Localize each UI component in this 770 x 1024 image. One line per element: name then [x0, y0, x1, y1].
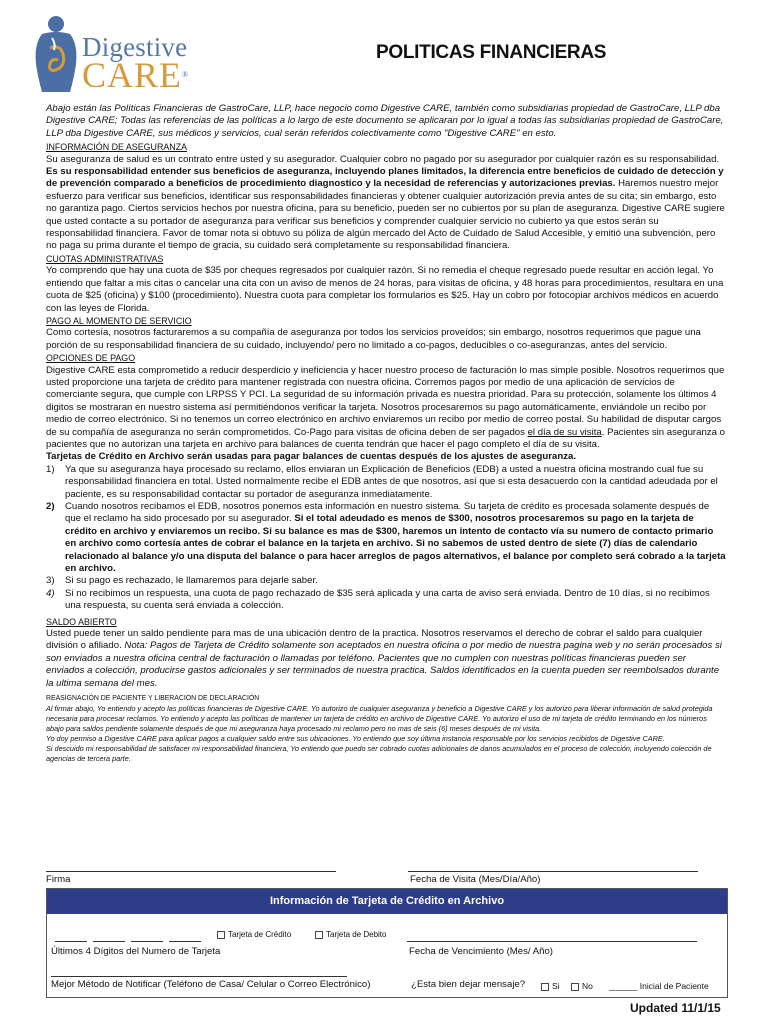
list-item: 3) Si su pago es rechazado, le llamaremos para dejarle saber.	[46, 575, 318, 587]
contact-method-line[interactable]	[51, 976, 347, 977]
no-option[interactable]: No	[571, 981, 593, 991]
debit-card-option[interactable]: Tarjeta de Debito	[315, 930, 386, 939]
declaration-line: Yo doy permiso a Digestive CARE para aplicar pagos a cualquier saldo entre sus ubicaciones. Yo entiendo que soy última instancia responsable por los servicios recibidos de Digestive CARE.	[46, 734, 665, 744]
declaration-line: Al firmar abajo, Yo entiendo y acepto las políticas financieras de Digestive CARE. Yo autorizo de cualquier aseguranza y beneficio a Digestive CARE y los autorizo para liberar información de salud protegida necesaria para procesar reclamos. Yo entiendo y acepto las políticas de mantener un tarjeta de crédito en archivo de Digestive CARE. Yo autorizo el uso de mi tarjeta de crédito terminando en los números abajo para saldos pendiente solamente después de que mi aseguranza haya procesado mi reclamo pero no mas de seis (6) meses después de mi visita.	[46, 704, 713, 734]
card-on-file-line: Tarjetas de Crédito en Archivo serán usadas para pagar balances de cuentas después de los ajustes de aseguranza.	[46, 451, 576, 463]
list-item: 2) Cuando nosotros recibamos el EDB, nosotros ponemos esta información en nuestro sistema. Su tarjeta de crédito es procesada solamente después de que el reclamo ha sido procesado por su asegurador. Si el total adeudado es menos de $300, nosotros procesaremos su pago en la tarjeta de crédito en archivo y enviaremos un recibo. Si su balance es mas de $300, haremos un intento de contacto vía su numero de contacto primario en archivo como cortesía antes de cobrar el balance en la tarjeta en archivo. Si no sabemos de usted dentro de siete (7) días de calendario relacionado al balance y/o una disputa del balance o para hacer arreglos de pagos alternativos, el balance por completo será cobrado a la tarjeta en archivo.	[46, 501, 726, 575]
card-digit-line[interactable]	[93, 941, 125, 942]
logo-text-digestive: Digestive	[82, 32, 188, 62]
card-digit-line[interactable]	[169, 941, 201, 942]
insurance-paragraph: Su aseguranza de salud es un contrato entre usted y su asegurador. Cualquier cobro no pagado por su asegurador por cualquier razón es su responsabilidad. Es su responsabilidad entender sus beneficios de aseguranza, incluyendo planes limitados, la diferencia entre beneficios de cuidado de detección y de prevención comparado a beneficios de procedimiento diagnostico y la necesidad de referencias y autorizaciones previas. Haremos nuestro mejor esfuerzo para verificar sus beneficios, identificar sus responsabilidades financieras y obtener cualquier autorización previa antes de su cita; sin embargo, esto no garantiza pago. Ciertos servicios hechos por nuestra oficina, para su beneficio, pueden ser no cubiertos por su plan de aseguranza. Digestive CARE sugiere que usted contacte a su portador de aseguranza para verificar sus beneficios y comprender cualquier servicio no cubierto ya que estos serán su responsabilidad financiera. Favor de tomar nota si obtuvo su póliza de algún mercado del Acto de Cuidado de Salud Accesible, y emitió una subvención, pero no paga su prima durante el tiempo de gracia, su cuidado será completamente su responsabilidad financiera.	[46, 153, 725, 252]
payment-options-heading: OPCIONES DE PAGO	[46, 353, 136, 364]
payment-time-heading: PAGO AL MOMENTO DE SERVICIO	[46, 315, 192, 326]
open-balance-heading: SALDO ABIERTO	[46, 616, 117, 627]
digestive-care-logo	[30, 14, 200, 94]
declaration-line: Si descuido mi responsabilidad de satisfacer mi responsabilidad financiera, Yo entiendo que puedo ser cobrado cuotas adicionales de danos acumulados en el proceso de colección, incluyendo colección de agencias de tercera parte.	[46, 744, 712, 764]
yes-checkbox[interactable]	[541, 983, 549, 991]
credit-card-info-box	[46, 888, 728, 998]
policy-body	[46, 103, 726, 764]
card-digit-line[interactable]	[55, 941, 87, 942]
credit-card-checkbox[interactable]	[217, 931, 225, 939]
expiry-line[interactable]	[407, 941, 697, 942]
insurance-heading: INFORMACIÓN DE ASEGURANZA	[46, 142, 188, 153]
payment-options-paragraph: Digestive CARE esta comprometido a reducir desperdicio y ineficiencia y hacer nuestro proceso de facturación lo mas simple posible. Nosotros requerimos que usted proporcione una tarjeta de crédito para mantener registrada con nuestra oficina. Corremos pagos por medio de una aplicación de servicios de comerciante segura, que cumple con LRPSS Y PCI. La seguridad de su información privada es nuestra prioridad. Para su protección, solamente los últimos 4 digitos se mostraran en nuestro sistema así permitiéndonos verificar la tarjeta. Nosotros procesaremos su pago automáticamente, enviándole un recibo por medio de correo electrónico. Si no tenemos un correo electrónico en archivo enviaremos un recibo por medio de correo postal. Su habilidad de disputar cargos de su compañía de aseguranza no serán comprometidos. Co-Pago para visitas de oficina deben de ser pagados el día de su visita. Pacientes sin aseguranza o pacientes que no autorizan una tarjeta en archivo para balances de cuenta tendrán que hacer el pago completo el día de su visita.	[46, 364, 725, 450]
credit-card-option[interactable]: Tarjeta de Crédito	[217, 930, 291, 939]
admin-fees-heading: CUOTAS ADMINISTRATIVAS	[46, 253, 164, 264]
list-item: 4) Si no recibimos un respuesta, una cuota de pago rechazado de $35 será aplicada y una carta de aviso será enviada. Dentro de 10 días, si no recibimos una respuesta, su cuenta será enviada a colección.	[46, 587, 710, 612]
admin-fees-paragraph: Yo comprendo que hay una cuota de $35 por cheques regresados por cualquier razón. Si no remedia el cheque regresado puede resultar en acción legal. Yo entiendo que faltar a mis citas o cancelar una cita con un aviso de menos de 24 horas, para visitas de oficina, y 48 horas para procedimientos, resultara en una cuota de $25 (oficina) y $100 (procedimiento). Nuestra cuota para completar los formularios es $25. Hay un cobro por fotocopiar archivos médicos en acuerdo con las leyes de Florida.	[46, 265, 724, 314]
logo-text-care: CARE®	[82, 55, 190, 95]
declaration-heading: REASIGNACIÓN DE PACIENTE Y LIBERACION DE DECLARACIÓN	[46, 695, 260, 703]
contact-method-label: Mejor Método de Notificar (Teléfono de Casa/ Celular o Correo Electrónico)	[51, 979, 371, 990]
open-balance-paragraph: Usted puede tener un saldo pendiente para mas de una ubicación dentro de la practica. Nosotros reservamos el derecho de cobrar el saldo para cualquier división o afiliado. Nota: Pagos de Tarjeta de Crédito solamente son aceptados en nuestra oficina o por medio de nuestra pagina web y no serán procesados si son enviados a nuestra oficina central de facturación o llamadas por teléfono. Pacientes que no cumplen con nuestras políticas financieras pueden ser enviados a colección, producirse gastos adicionales y ser terminados de nuestra practica. Saldos identificados en la cuenta pueden ser reembolsados durante la ultima semana del mes.	[46, 628, 722, 689]
yes-option[interactable]: Si	[541, 981, 560, 991]
body-silhouette-icon	[30, 14, 82, 96]
signature-label: Firma	[46, 874, 71, 885]
updated-date: Updated 11/1/15	[630, 1001, 721, 1015]
patient-initials-field[interactable]: ______ Inicial de Paciente	[609, 981, 709, 991]
debit-card-checkbox[interactable]	[315, 931, 323, 939]
payment-time-paragraph: Como cortesía, nosotros facturaremos a su compañía de aseguranza por todos los servicios proveídos; sin embargo, nosotros requerimos que pague una porción de su responsabilidad financiera de su cuidado, incluyendo/ pero no limitado a co-pagos, deducibles o co-aseguranzas, antes del servicio.	[46, 327, 701, 351]
visit-date-label: Fecha de Visita (Mes/Día/Año)	[410, 874, 541, 885]
page-title: POLITICAS FINANCIERAS	[376, 42, 607, 63]
signature-line[interactable]	[46, 871, 336, 872]
visit-date-line[interactable]	[408, 871, 698, 872]
card-info-header: Información de Tarjeta de Crédito en Archivo	[47, 889, 727, 914]
leave-message-label: ¿Esta bien dejar mensaje?	[411, 979, 526, 990]
no-checkbox[interactable]	[571, 983, 579, 991]
intro-paragraph: Abajo están las Políticas Financieras de GastroCare, LLP, hace negocio como Digestive CARE, también como subsidiarias propiedad de GastroCare, LLP dba Digestive CARE; Todas las referencias de las políticas a lo largo de este documento se aplicaran por lo igual a todas las subsidiarias propiedad de GastroCare, LLP dba Digestive CARE, sus médicos y servicios, cual serán referidos colectivamente como "Digestive CARE" en esto.	[46, 103, 724, 139]
list-item: 1) Ya que su aseguranza haya procesado su reclamo, ellos enviaran un Explicación de Beneficios (EDB) a usted a nuestra oficina mostrando cual fue su responsabilidad financiera en total. Usted normalmente recibe el EDB antes de que nosotros, así que si esta desacuerdo con la cantidad adeudada por el paciente, es su responsabilidad contactar su portador de aseguranza inmediatamente.	[46, 463, 718, 500]
patient-initials-label: Inicial de Paciente	[639, 981, 709, 991]
card-digit-line[interactable]	[131, 941, 163, 942]
expiry-label: Fecha de Vencimiento (Mes/ Año)	[409, 946, 553, 957]
last4-label: Últimos 4 Dígitos del Numero de Tarjeta	[51, 946, 221, 957]
